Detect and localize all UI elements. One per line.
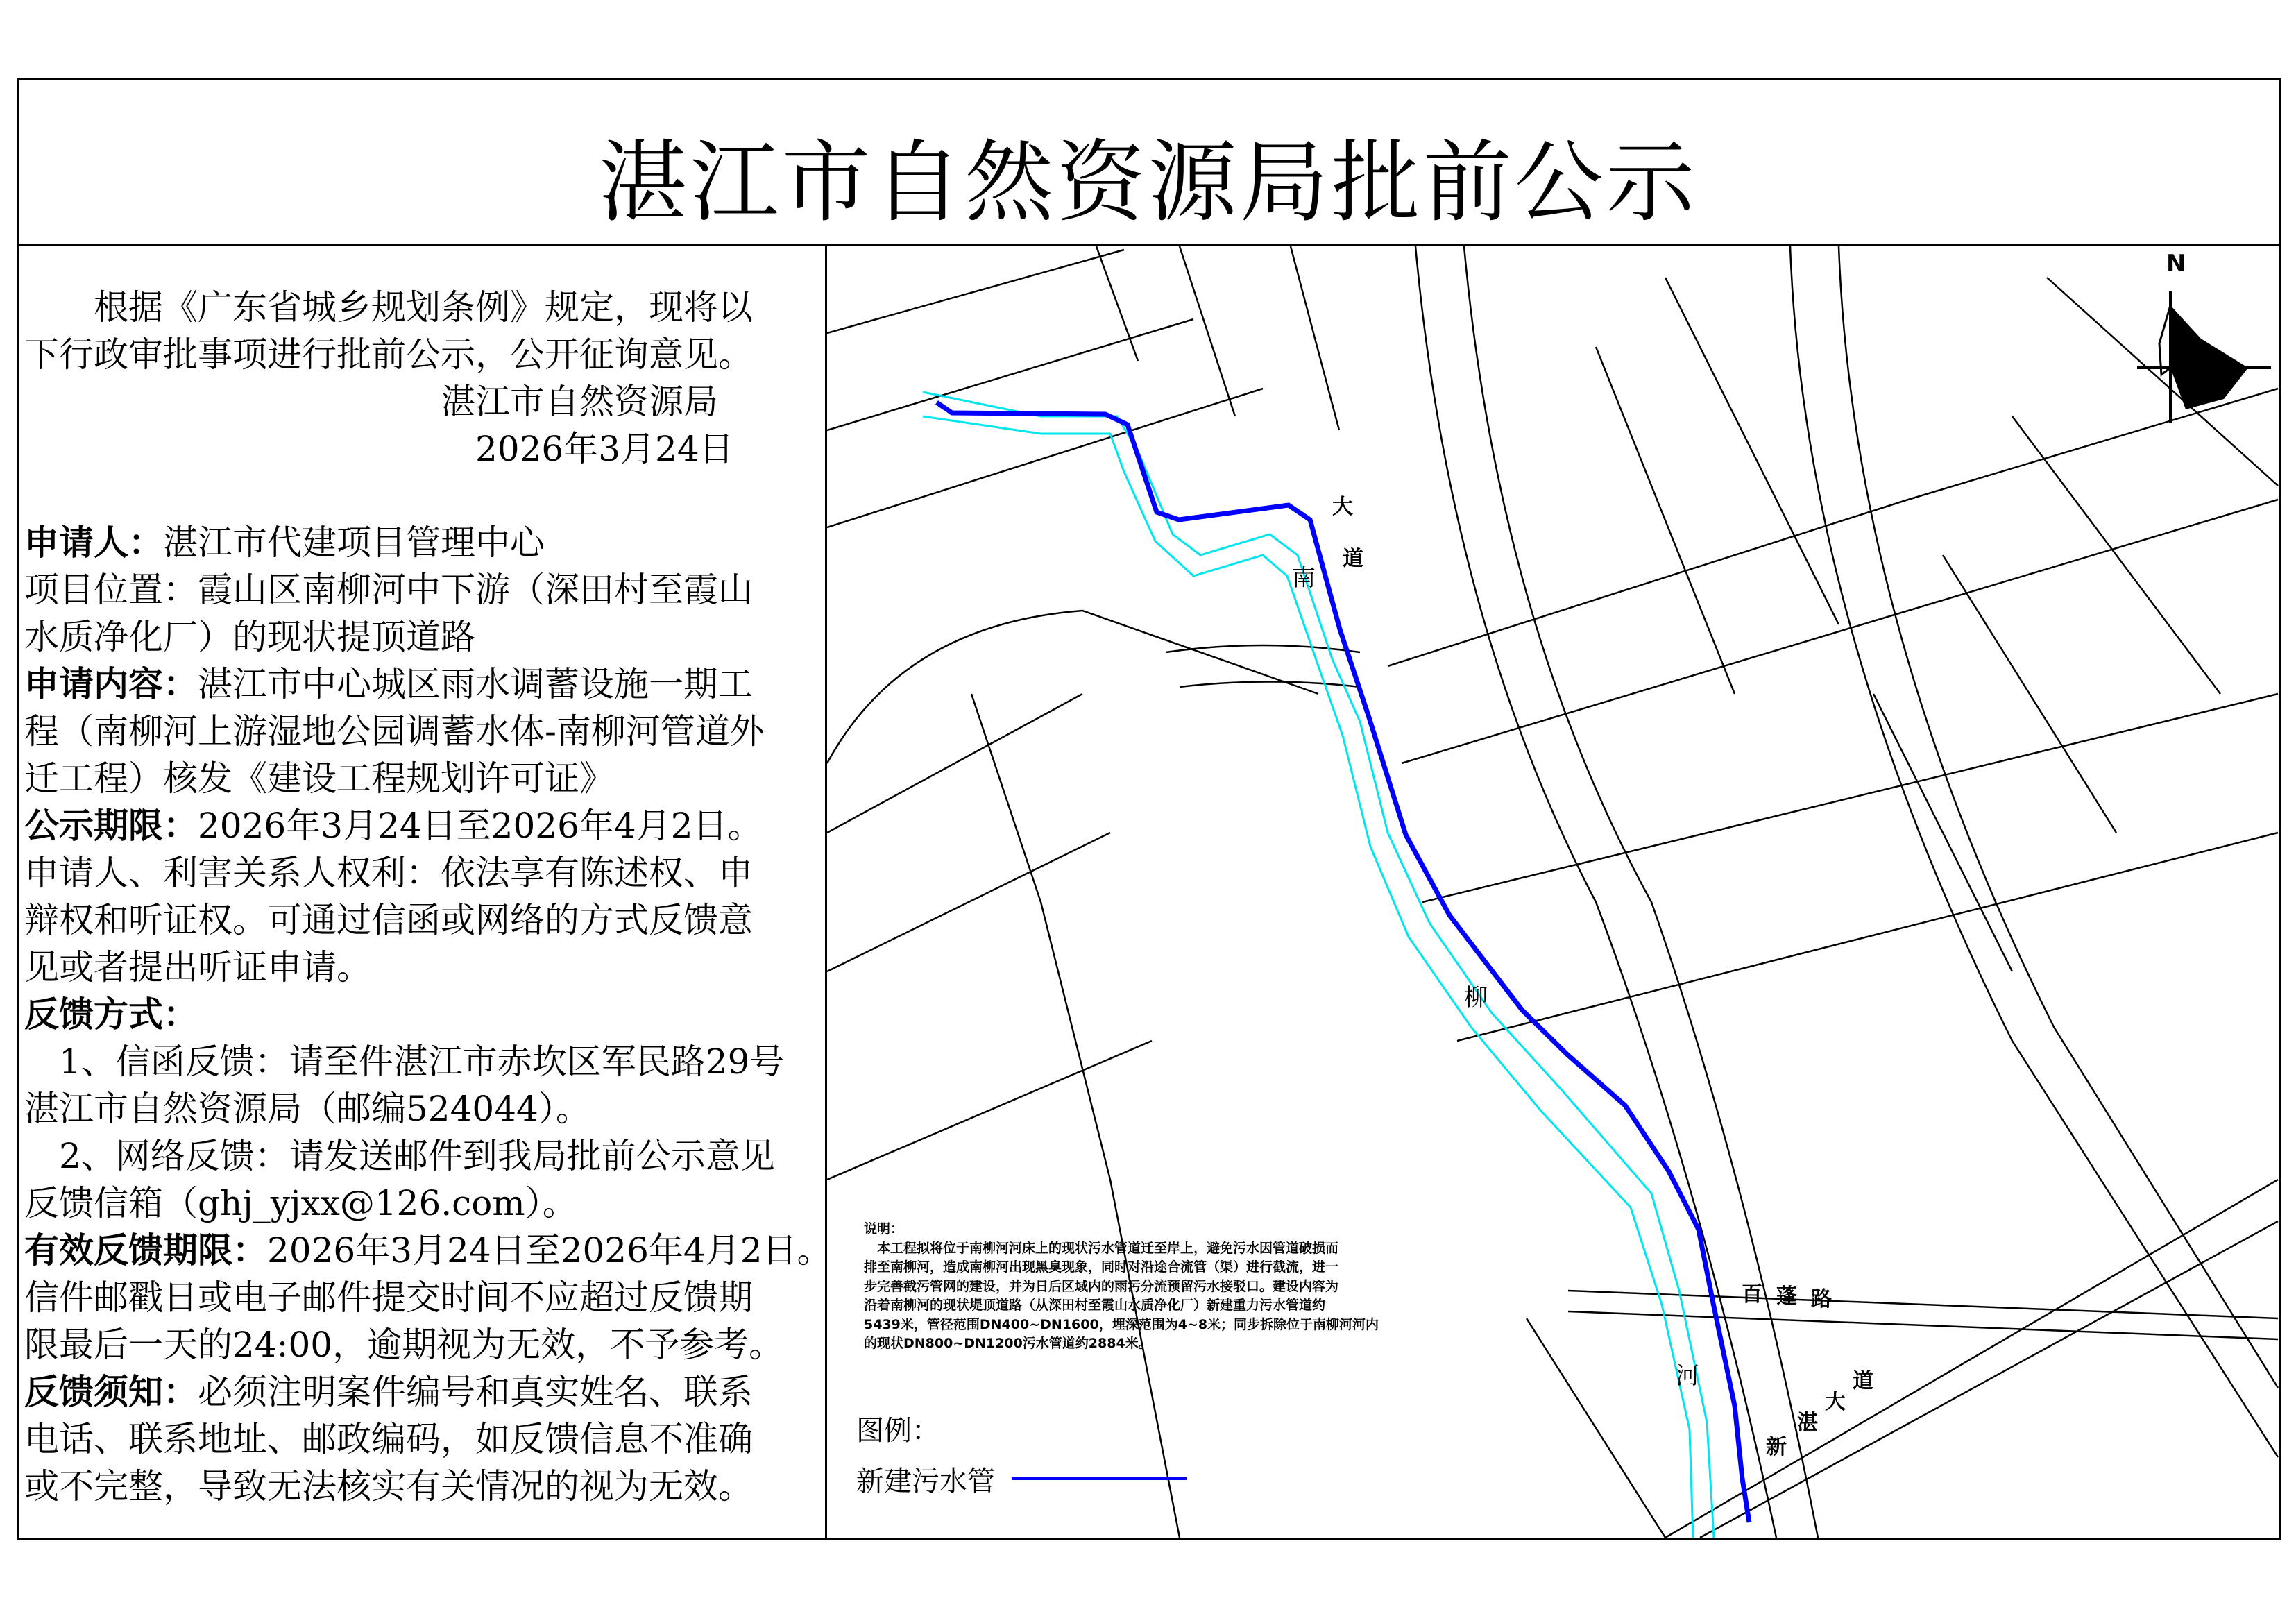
notice-line-text: 或不完整，导致无法核实有关情况的视为无效。 <box>24 1466 753 1506</box>
map-note <box>864 1220 1488 1354</box>
notice-line <box>24 899 753 941</box>
notice-line <box>24 758 614 799</box>
road-label: 道 <box>1853 1369 1873 1393</box>
notice-line-text: 必须注明案件编号和真实姓名、联系 <box>198 1372 753 1412</box>
notice-line-text: 根据《广东省城乡规划条例》规定，现将以 <box>24 287 753 328</box>
note-line: 本工程拟将位于南柳河河床上的现状污水管道迁至岸上，避免污水因管道破损而 <box>864 1240 1339 1256</box>
notice-line-text: 迁工程）核发《建设工程规划许可证》 <box>24 758 614 799</box>
notice-line-text: 信件邮戳日或电子邮件提交时间不应超过反馈期 <box>24 1277 753 1318</box>
notice-line <box>24 711 765 752</box>
road-label: 大 <box>1825 1390 1846 1414</box>
notice-line-label: 有效反馈期限： <box>24 1230 267 1271</box>
notice-text-panel <box>17 246 832 1538</box>
notice-line-text: 程（南柳河上游湿地公园调蓄水体-南柳河管道外 <box>24 711 765 751</box>
notice-line <box>24 1182 577 1224</box>
notice-line <box>24 946 371 988</box>
notice-line <box>24 1465 753 1507</box>
notice-line <box>24 381 718 423</box>
legend-pipe-swatch <box>1012 1477 1187 1480</box>
notice-line-text: 湛江市代建项目管理中心 <box>163 522 545 563</box>
notice-line-text: 申请人、利害关系人权利：依法享有陈述权、申 <box>24 853 753 893</box>
notice-line <box>24 1324 783 1366</box>
notice-line-text: 湛江市自然资源局 <box>24 382 718 422</box>
notice-line <box>24 663 753 705</box>
notice-line <box>24 569 753 611</box>
river-label-he: 河 <box>1676 1362 1699 1390</box>
note-line: 的现状DN800~DN1200污水管道约2884米。 <box>864 1336 1152 1351</box>
road-label: 蓬 <box>1776 1284 1797 1309</box>
notice-line-label: 申请内容： <box>24 663 198 704</box>
notice-line-text: 电话、联系地址、邮政编码，如反馈信息不准确 <box>24 1419 753 1459</box>
notice-line-text: 反馈信箱（ghj_yjxx@126.com）。 <box>24 1183 577 1223</box>
notice-line <box>24 805 763 847</box>
road-label: 百 <box>1742 1282 1762 1307</box>
notice-line-text: 2、网络反馈：请发送邮件到我局批前公示意见 <box>24 1136 775 1176</box>
notice-line <box>24 1135 775 1177</box>
legend-item-label: 新建污水管 <box>856 1465 995 1497</box>
road-label: 新 <box>1766 1435 1787 1459</box>
notice-line-text: 2026年3月24日至2026年4月2日。 <box>267 1230 832 1271</box>
notice-line-text: 1、信函反馈：请至件湛江市赤坎区军民路29号 <box>24 1042 785 1082</box>
river-label-nan: 南 <box>1292 564 1316 592</box>
notice-line-text: 见或者提出听证申请。 <box>24 947 371 987</box>
notice-line-text: 2026年3月24日至2026年4月2日。 <box>198 806 763 846</box>
note-line: 沿着南柳河的现状堤顶道路（从深田村至霞山水质净化厂）新建重力污水管道约 <box>864 1298 1326 1313</box>
notice-line-text: 下行政审批事项进行批前公示，公开征询意见。 <box>24 334 753 375</box>
river-outline <box>923 392 1714 1538</box>
notice-line <box>24 428 734 470</box>
title-row <box>17 78 2279 246</box>
notice-line <box>24 1371 753 1413</box>
notice-line <box>24 1230 832 1271</box>
notice-line <box>24 1277 753 1318</box>
notice-line-text: 辩权和听证权。可通过信函或网络的方式反馈意 <box>24 900 753 940</box>
notice-line-text: 水质净化厂）的现状提顶道路 <box>24 617 475 657</box>
north-arrow-icon <box>2137 291 2271 423</box>
notice-line <box>24 334 753 375</box>
north-label: N <box>2166 250 2186 278</box>
note-line: 排至南柳河，造成南柳河出现黑臭现象，同时对沿途合流管（渠）进行截流，进一 <box>864 1259 1339 1275</box>
notice-line-label: 反馈须知： <box>24 1371 198 1412</box>
notice-line-text: 湛江市自然资源局（邮编524044）。 <box>24 1089 590 1129</box>
notice-line <box>24 522 545 563</box>
legend-title: 图例： <box>856 1415 939 1447</box>
notice-line <box>24 1418 753 1460</box>
road-label: 湛 <box>1797 1411 1818 1435</box>
notice-line <box>24 852 753 894</box>
note-line: 步完善截污管网的建设，并为日后区域内的雨污分流预留污水接驳口。建设内容为 <box>864 1278 1339 1294</box>
notice-line-label: 申请人： <box>24 522 163 563</box>
river-label-liu: 柳 <box>1464 984 1488 1012</box>
notice-line-text: 2026年3月24日 <box>24 429 734 469</box>
notice-line-label: 反馈方式： <box>24 994 198 1035</box>
notice-line <box>24 994 198 1035</box>
note-line: 5439米，管径范围DN400~DN1600，埋深范围为4~8米；同步拆除位于南柳河河内 <box>864 1316 1379 1332</box>
notice-line-label: 公示期限： <box>24 805 198 846</box>
road-label: 道 <box>1343 547 1363 571</box>
notice-line <box>24 1041 784 1082</box>
note-heading: 说明： <box>864 1221 904 1237</box>
notice-line-text: 湛江市中心城区雨水调蓄设施一期工 <box>198 664 753 704</box>
road-label: 大 <box>1332 495 1353 519</box>
notice-line <box>24 616 475 658</box>
notice-line <box>24 1088 590 1130</box>
notice-line <box>24 287 753 328</box>
road-label: 路 <box>1811 1287 1832 1311</box>
page-title: 湛江市自然资源局批前公示 <box>598 131 1698 235</box>
notice-line-text: 限最后一天的24:00，逾期视为无效，不予参考。 <box>24 1325 784 1365</box>
notice-line-text: 项目位置：霞山区南柳河中下游（深田村至霞山 <box>24 570 753 610</box>
